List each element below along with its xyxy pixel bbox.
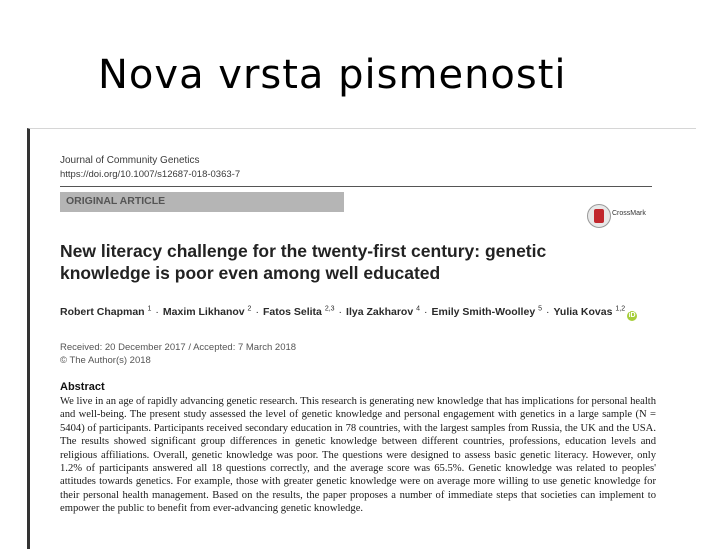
received-dates: Received: 20 December 2017 / Accepted: 7 March 2018 [60,342,297,353]
author: Robert Chapman $^1$ [60,305,152,318]
doi-link: https://doi.org/10.1007/s12687-018-0363-7 [60,169,241,180]
crossmark-icon [587,204,611,228]
abstract-heading: Abstract [60,381,105,393]
author: Fatos Selita $^{2,3}$ [262,305,335,318]
abstract-text: We live in an age of rapidly advancing genetic research. This research is generating new knowledge that has implications for personal health and well-being. The present study assessed the level of genetic knowledge and personal engagement with genetics in a large sample (N = 5404) of participants. Participants received secondary education in 78 countries, with the largest samples from Russia, the UK and the USA. The results showed significant group differences in genetic knowledge between different countries, professions, education levels and religious affiliations. Overall, genetic knowledge was poor. The questions were designed to assess basic genetic literacy. However, only 1.2% of participants answered all 18 questions correctly, and the average score was 65.5%. Genetic knowledge was related to peoples' attitudes towards genetics. For example, those with greater genetic knowledge were on average more willing to use genetic knowledge for their personal health management. Based on the results, the paper proposes a number of immediate steps that societies can implement to empower the public to benefit from ever-advancing genetic knowledge. [60,396,656,515]
author: Yulia Kovas $^{1,2}$ [553,305,626,318]
author: Maxim Likhanov $^2$ [162,305,252,318]
crossmark-logo [587,204,647,228]
orcid-icon: iD [628,311,636,319]
article-type-bar [60,192,344,212]
journal-name: Journal of Community Genetics [60,155,200,166]
article-page-image [27,128,696,549]
author-list: Robert Chapman $^1$ · Maxim Likhanov $^2$ · Fatos Selita $^{2,3}$ · Ilya Zakharov $^4$ · Emily Smith-Woolley $^5$ · Yulia Kovas $^{1,2}$iD [60,305,636,319]
slide-title: Nova vrsta pismenosti [98,52,567,98]
author: Emily Smith-Woolley $^5$ [431,305,542,318]
article-type: ORIGINAL ARTICLE [66,195,166,207]
article-title: New literacy challenge for the twenty-first century: genetic knowledge is poor even among well educated [60,241,547,283]
author: Ilya Zakharov $^4$ [346,305,420,318]
header-rule [60,186,652,187]
copyright-notice: © The Author(s) 2018 [60,355,151,366]
crossmark-label: CrossMark [612,210,646,217]
